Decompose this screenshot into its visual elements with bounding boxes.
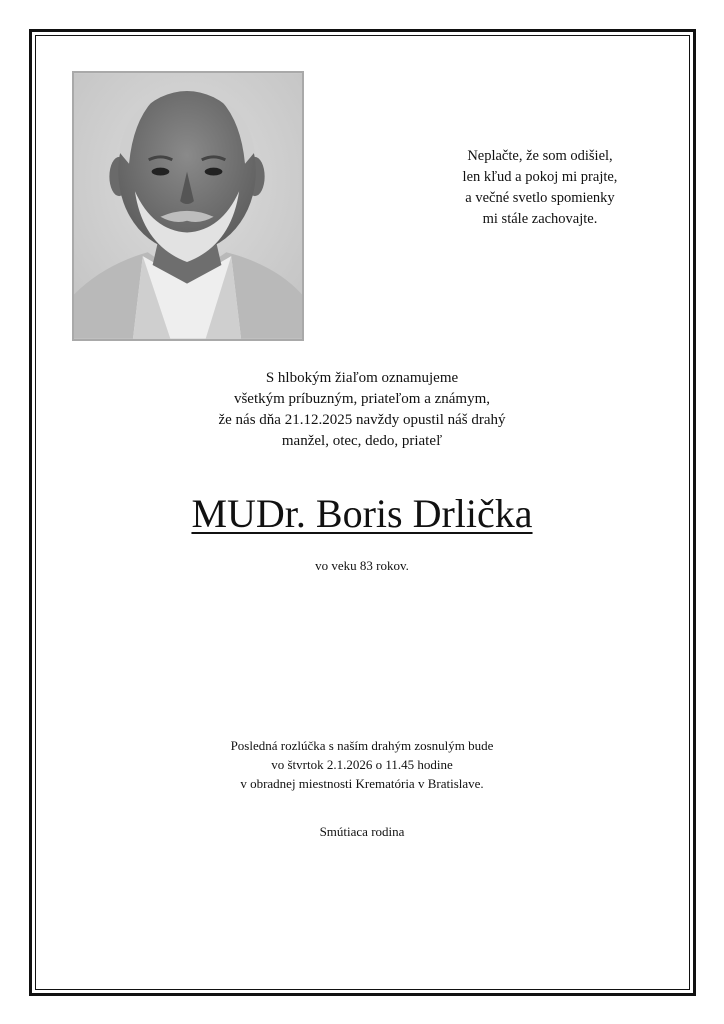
poem-line: Neplačte, že som odišiel, xyxy=(467,148,613,164)
portrait-image xyxy=(74,73,302,339)
funeral-line: v obradnej miestnosti Krematória v Bratislave. xyxy=(240,776,484,791)
deceased-name-text: MUDr. Boris Drlička xyxy=(191,491,533,536)
funeral-line: vo štvrtok 2.1.2026 o 11.45 hodine xyxy=(271,757,453,772)
funeral-info xyxy=(112,736,612,793)
signature: Smútiaca rodina xyxy=(319,824,405,839)
announcement-line: že nás dňa 21.12.2025 navždy opustil náš drahý xyxy=(218,412,506,428)
deceased-name xyxy=(0,490,724,538)
portrait-photo xyxy=(72,71,304,341)
funeral-line: Posledná rozlúčka s naším drahým zosnulým bude xyxy=(230,738,494,753)
poem-line: a večné svetlo spomienky xyxy=(465,190,615,206)
announcement-line: S hlbokým žiaľom oznamujeme xyxy=(265,370,459,386)
poem-line: mi stále zachovajte. xyxy=(482,211,598,227)
poem-line: len kľud a pokoj mi prajte, xyxy=(462,169,618,185)
announcement-line: manžel, otec, dedo, priateľ xyxy=(281,433,443,449)
announcement xyxy=(112,368,612,452)
announcement-line: všetkým príbuzným, priateľom a známym, xyxy=(233,391,491,407)
poem xyxy=(420,146,660,230)
deceased-age: vo veku 83 rokov. xyxy=(315,558,409,573)
